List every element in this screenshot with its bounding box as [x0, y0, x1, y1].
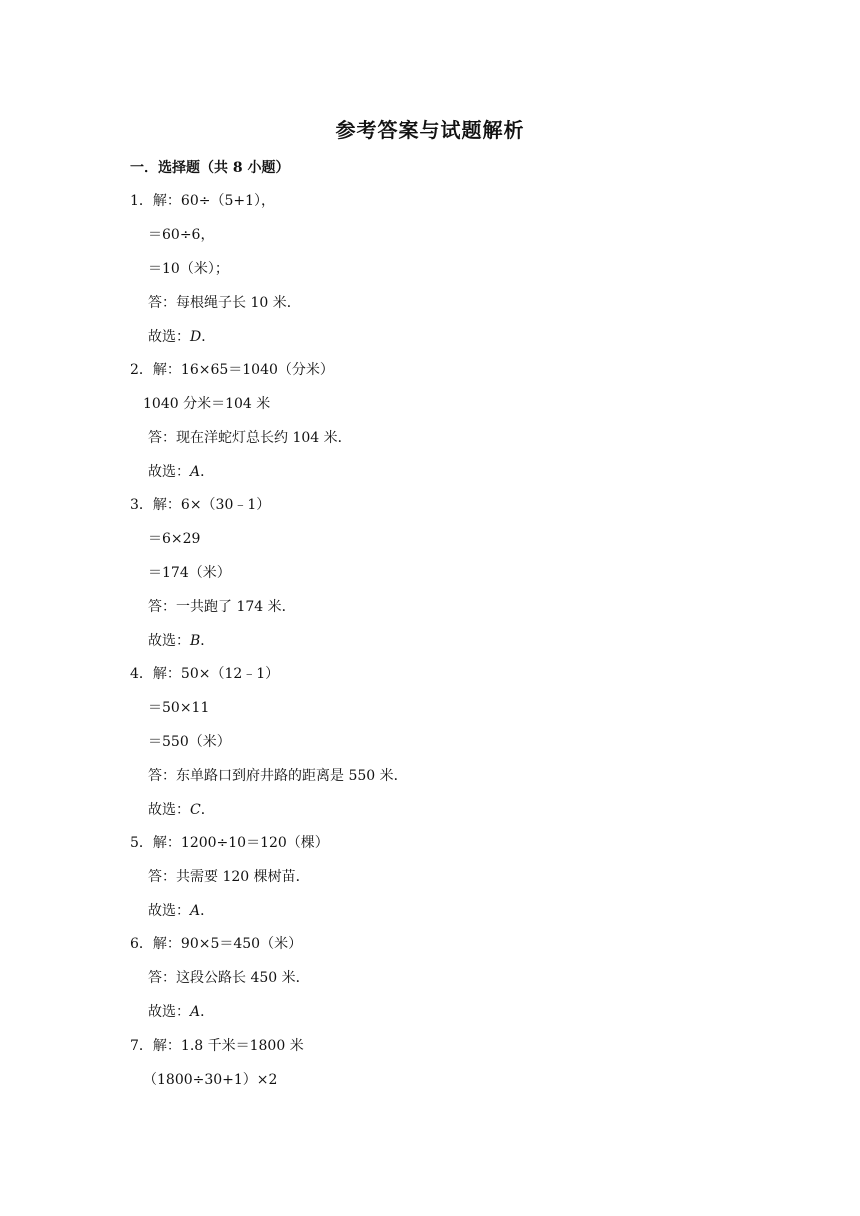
choice-suffix: ．	[201, 329, 216, 345]
q1-answer: 答：每根绳子长 10 米．	[148, 295, 301, 311]
q3-head: 3．解：6×（30﹣1）	[130, 497, 271, 513]
q7-step-1: （1800÷30+1）×2	[143, 1072, 278, 1088]
choice-suffix: ．	[200, 903, 215, 919]
section-heading: 一．选择题（共 8 小题）	[130, 160, 290, 176]
q2-choice: A	[190, 464, 201, 480]
q6-answer: 答：这段公路长 450 米．	[148, 970, 310, 986]
q6-choice: A	[190, 1004, 201, 1020]
q6-head: 6．解：90×5＝450（米）	[130, 936, 303, 952]
q2-answer: 答：现在洋蛇灯总长约 104 米．	[148, 430, 352, 446]
q1-head: 1．解：60÷（5+1），	[130, 193, 275, 209]
q5-answer: 答：共需要 120 棵树苗．	[148, 869, 310, 885]
q2-step-1: 1040 分米＝104 米	[143, 396, 271, 412]
q3-step-2: ＝174（米）	[148, 565, 231, 581]
q2-choice-line	[148, 462, 214, 482]
q4-head: 4．解：50×（12﹣1）	[130, 666, 280, 682]
choice-suffix: ．	[200, 1004, 215, 1020]
choice-prefix: 故选：	[148, 464, 190, 480]
choice-prefix: 故选：	[148, 329, 190, 345]
q4-answer: 答：东单路口到府井路的距离是 550 米．	[148, 768, 408, 784]
q1-choice-line	[148, 327, 215, 347]
q1-choice: D	[190, 329, 202, 345]
q3-choice: B	[190, 633, 201, 649]
q2-head: 2．解：16×65＝1040（分米）	[130, 362, 334, 378]
q3-choice-line	[148, 631, 214, 651]
page-title: 参考答案与试题解析	[335, 118, 525, 142]
q3-step-1: ＝6×29	[148, 531, 201, 547]
q7-head: 7．解：1.8 千米＝1800 米	[130, 1038, 304, 1054]
q6-choice-line	[148, 1002, 214, 1022]
choice-suffix: ．	[200, 464, 215, 480]
q3-answer: 答：一共跑了 174 米．	[148, 599, 296, 615]
q4-step-1: ＝50×11	[148, 700, 210, 716]
q4-choice-line	[148, 800, 215, 820]
q4-choice: C	[190, 802, 201, 818]
q4-step-2: ＝550（米）	[148, 734, 231, 750]
q1-step-1: ＝60÷6，	[148, 227, 215, 243]
q5-choice-line	[148, 901, 214, 921]
choice-suffix: ．	[200, 802, 215, 818]
q5-choice: A	[190, 903, 201, 919]
q1-step-2: ＝10（米）；	[148, 261, 229, 277]
choice-suffix: ．	[200, 633, 215, 649]
choice-prefix: 故选：	[148, 1004, 190, 1020]
q5-head: 5．解：1200÷10＝120（棵）	[130, 835, 329, 851]
choice-prefix: 故选：	[148, 633, 190, 649]
choice-prefix: 故选：	[148, 802, 190, 818]
choice-prefix: 故选：	[148, 903, 190, 919]
